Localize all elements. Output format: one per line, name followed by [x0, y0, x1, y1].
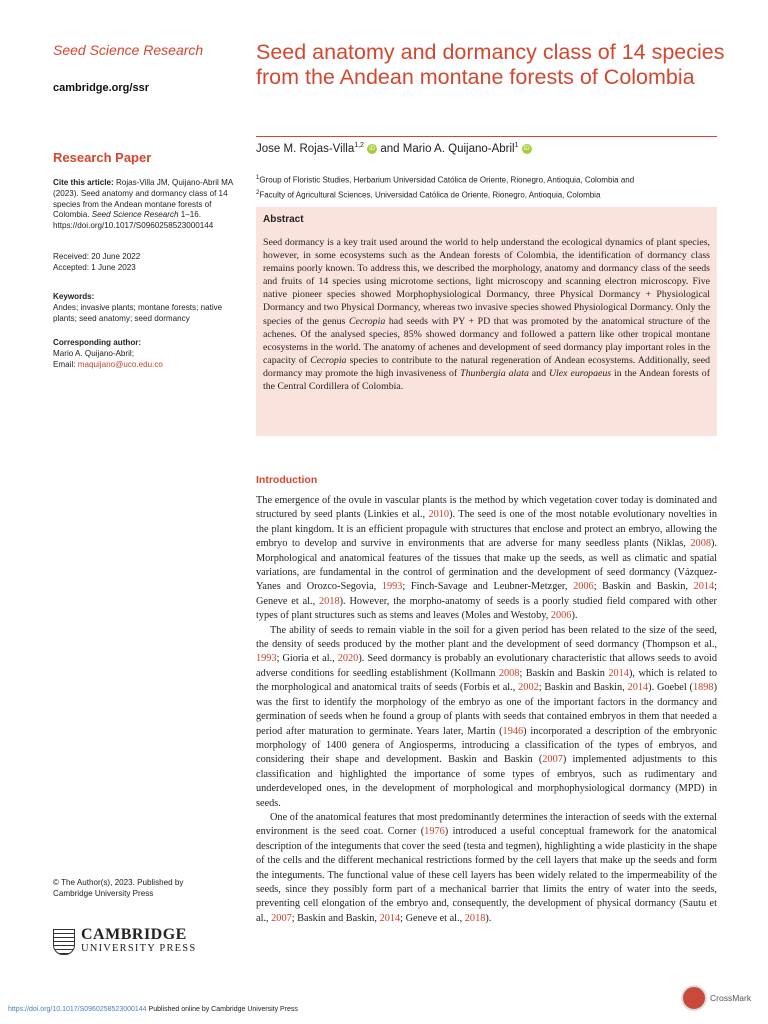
corr-email-link[interactable]: maquijano@uco.edu.co	[77, 359, 163, 369]
author-2-affil: 1	[514, 142, 519, 149]
keywords-list: Andes; invasive plants; montane forests; native plants; seed anatomy; seed dormancy	[53, 302, 223, 323]
citation-link[interactable]: 1993	[256, 653, 277, 665]
corr-name: Mario A. Quijano-Abril;	[53, 348, 134, 358]
author-1-affil: 1,2	[354, 142, 364, 149]
crossmark-button[interactable]	[681, 985, 751, 1011]
received-date: Received: 20 June 2022	[53, 252, 141, 261]
journal-site-link[interactable]: cambridge.org/ssr	[53, 82, 149, 94]
orcid-icon[interactable]: iD	[522, 144, 532, 154]
paragraph-3: One of the anatomical features that most predominantly determines the interaction of seeds with the external environment is the seed coat. Corner (1976) introduced a useful conceptual framework for the anatomical description of the integuments that cover the seed (testa and tegmen), highlighting a wide plasticity in the shape of the cells and the different mechanical restrictions formed by the cell layers that make up the seeds and form the integuments. The functional value of these cell layers has been widely related to the impermeability of the seeds, since they possibly form part of a mechanical barrier that limits the entry of water into the seeds, preventing cell elongation of the embryo and, consequently, the development of physical dormancy (Sautu et al., 2007; Baskin and Baskin, 2014; Geneve et al., 2018).	[256, 811, 717, 924]
authors	[256, 142, 532, 155]
citation-link[interactable]: 2014	[608, 667, 629, 679]
citation-link[interactable]: 2007	[271, 912, 292, 924]
citation-link[interactable]: 1976	[424, 826, 445, 838]
introduction-heading: Introduction	[256, 474, 318, 486]
paragraph-1: The emergence of the ovule in vascular plants is the method by which vegetation cover today is dominated and structured by seed plants (Linkies et al., 2010). The seed is one of the most notable evolutionary novelties in the plant kingdom. It is an efficient propagule with structures that enclose and protect an embryo, allowing the embryo to develop and survive in environments that are adverse for many seedless plants (Niklas, 2008). Morphological and anatomical features of the tissues that make up the seeds, as well as climatic and spatial variations, are fundamental in the control of germination and the development of seed dormancy (Vázquez-Yanes and Orozco-Segovia, 1993; Finch-Savage and Leubner-Metzger, 2006; Baskin and Baskin, 2014; Geneve et al., 2018). However, the morpho-anatomy of seeds is a poorly studied field compared with other types of plant structures such as stems and leaves (Moles and Westoby, 2006).	[256, 495, 718, 622]
keywords-block	[53, 292, 243, 324]
corr-email-label: Email:	[53, 359, 76, 369]
citation-link[interactable]: 2006	[573, 581, 594, 593]
citation-link[interactable]: 2018	[319, 595, 340, 607]
author-2[interactable]: and Mario A. Quijano-Abril	[380, 142, 515, 155]
title-divider	[256, 136, 717, 137]
copyright-line1: © The Author(s), 2023. Published by	[53, 878, 184, 887]
orcid-icon[interactable]: iD	[367, 144, 377, 154]
citation-link[interactable]: 2018	[464, 912, 486, 924]
abstract-box	[256, 207, 717, 436]
abstract-text: Seed dormancy is a key trait used around the world to help understand the ecological dynamics of plant species, however, in some ecosystems such as the Andean forests of Colombia, the identification of dormancy class remains poorly known. To address this, we described the morphology, anatomy and dormancy class of the seeds and fruits of 14 species using microtome sections, light microscopy and scanning electron microscopy. Five native pioneer species showed Morphophysiological Dormancy, three Physical Dormancy + Physiological Dormancy and two Physical Dormancy, whereas two invasive species showed Physiological Dormancy. Only the species of the genus Cecropia had seeds with PY + PD that was promoted by the anatomical structure of the achenes. Of the analysed species, 85% showed dormancy and followed a pattern like other tropical montane ecosystems in the world. The anatomy of achenes and development of seed dormancy play important roles in the capacity of Cecropia species to contribute to the natural regeneration of Andean ecosystems. Additionally, seed dormancy may promote the high invasiveness of Thunbergia alata and Ulex europaeus in the Andean forests of the Central Cordillera of Colombia.	[263, 237, 710, 393]
accepted-date: Accepted: 1 June 2023	[53, 262, 136, 272]
paragraph-2: The ability of seeds to remain viable in the soil for a given period has been related to the size of the seed, the density of seeds produced by the mother plant and the development of seed dormancy (Thompson et al., 1993; Gioria et al., 2020). Seed dormancy is probably an evolutionary characteristic that allows seeds to avoid adverse conditions for seedling establishment (Kollmann 2008; Baskin and Baskin 2014), which is related to the morphological and anatomical traits of seeds (Forbis et al., 2002; Baskin and Baskin, 2014). Goebel (1898) was the first to identify the morphology of the embryo as one of the important factors in the dormancy and germination of seeds when he found a group of plants with seeds that contained embryos in them that needed a period after maturation to germinate. Years later, Martin (1946) incorporated a description of the embryonic morphology of 1400 genera of Angiosperms, introducing a classification of the types of embryos, and considering their shape and development. Baskin and Baskin (2007) implemented adjustments to this classification and highlighted the importance of some types of embryos, such as rudimentary and underdeveloped ones, in the development of morphological and morphophysiological dormancy (MPD) in seeds.	[256, 624, 718, 809]
paper-type: Research Paper	[53, 150, 152, 165]
citation-link[interactable]: 2002	[518, 682, 539, 694]
crossmark-label: CrossMark	[710, 993, 752, 1003]
article-title: Seed anatomy and dormancy class of 14 species from the Andean montane forests of Colombia	[256, 40, 725, 89]
abstract-heading: Abstract	[263, 214, 304, 225]
citation-link[interactable]: 2020	[337, 653, 359, 665]
doi-link[interactable]: https://doi.org/10.1017/S0960258523000144	[8, 1006, 147, 1013]
cite-journal: Seed Science Research	[91, 210, 179, 220]
citation-link[interactable]: 2006	[550, 610, 572, 622]
citation-link[interactable]: 2007	[542, 754, 563, 766]
keywords-label: Keywords:	[53, 292, 95, 301]
published-note: Published online by Cambridge University Press	[146, 1006, 298, 1013]
dates-block	[53, 252, 243, 274]
citation-link[interactable]: 1946	[502, 725, 524, 737]
corr-label: Corresponding author:	[53, 338, 142, 347]
journal-name[interactable]: Seed Science Research	[53, 42, 204, 58]
cup-logo-line2: UNIVERSITY PRESS	[81, 943, 197, 954]
citation-block	[53, 178, 243, 232]
copyright-line2: Cambridge University Press	[53, 888, 154, 898]
affiliation-1: $^1$Group of Floristic Studies, Herbarium Universidad Católica de Oriente, Rionegro, Antioquia, Colombia and	[256, 175, 635, 185]
cite-pages[interactable]: 1–16. https://doi.org/10.1017/S0960258523000144	[53, 210, 214, 231]
cite-label: Cite this article:	[53, 178, 114, 187]
shield-icon	[53, 929, 75, 955]
cambridge-logo	[53, 928, 196, 956]
citation-link[interactable]: 2014	[693, 581, 715, 593]
body-text	[256, 494, 717, 926]
cup-logo-line1: CAMBRIDGE	[81, 926, 187, 943]
citation-link[interactable]: 2010	[428, 509, 450, 521]
crossmark-icon	[681, 985, 707, 1011]
author-1[interactable]: Jose M. Rojas-Villa	[256, 142, 355, 155]
page-footer	[8, 1006, 298, 1013]
citation-link[interactable]: 1898	[692, 682, 714, 694]
affiliations	[256, 172, 634, 201]
citation-link[interactable]: 2014	[379, 912, 401, 924]
citation-link[interactable]: 1993	[381, 581, 403, 593]
sidebar	[53, 42, 233, 954]
citation-link[interactable]: 2014	[627, 682, 649, 694]
citation-link[interactable]: 2008	[498, 667, 520, 679]
copyright-block	[53, 878, 243, 900]
affiliation-2: $^2$Faculty of Agricultural Sciences, Universidad Católica de Oriente, Rionegro, Antioquia, Colombia	[256, 189, 601, 200]
citation-link[interactable]: 2008	[690, 538, 711, 550]
corresponding-author-block	[53, 338, 243, 370]
cite-text: Rojas-Villa JM, Quijano-Abril MA (2023). Seed anatomy and dormancy class of 14 species from the Andean montane forests of Colombia.	[53, 178, 233, 220]
